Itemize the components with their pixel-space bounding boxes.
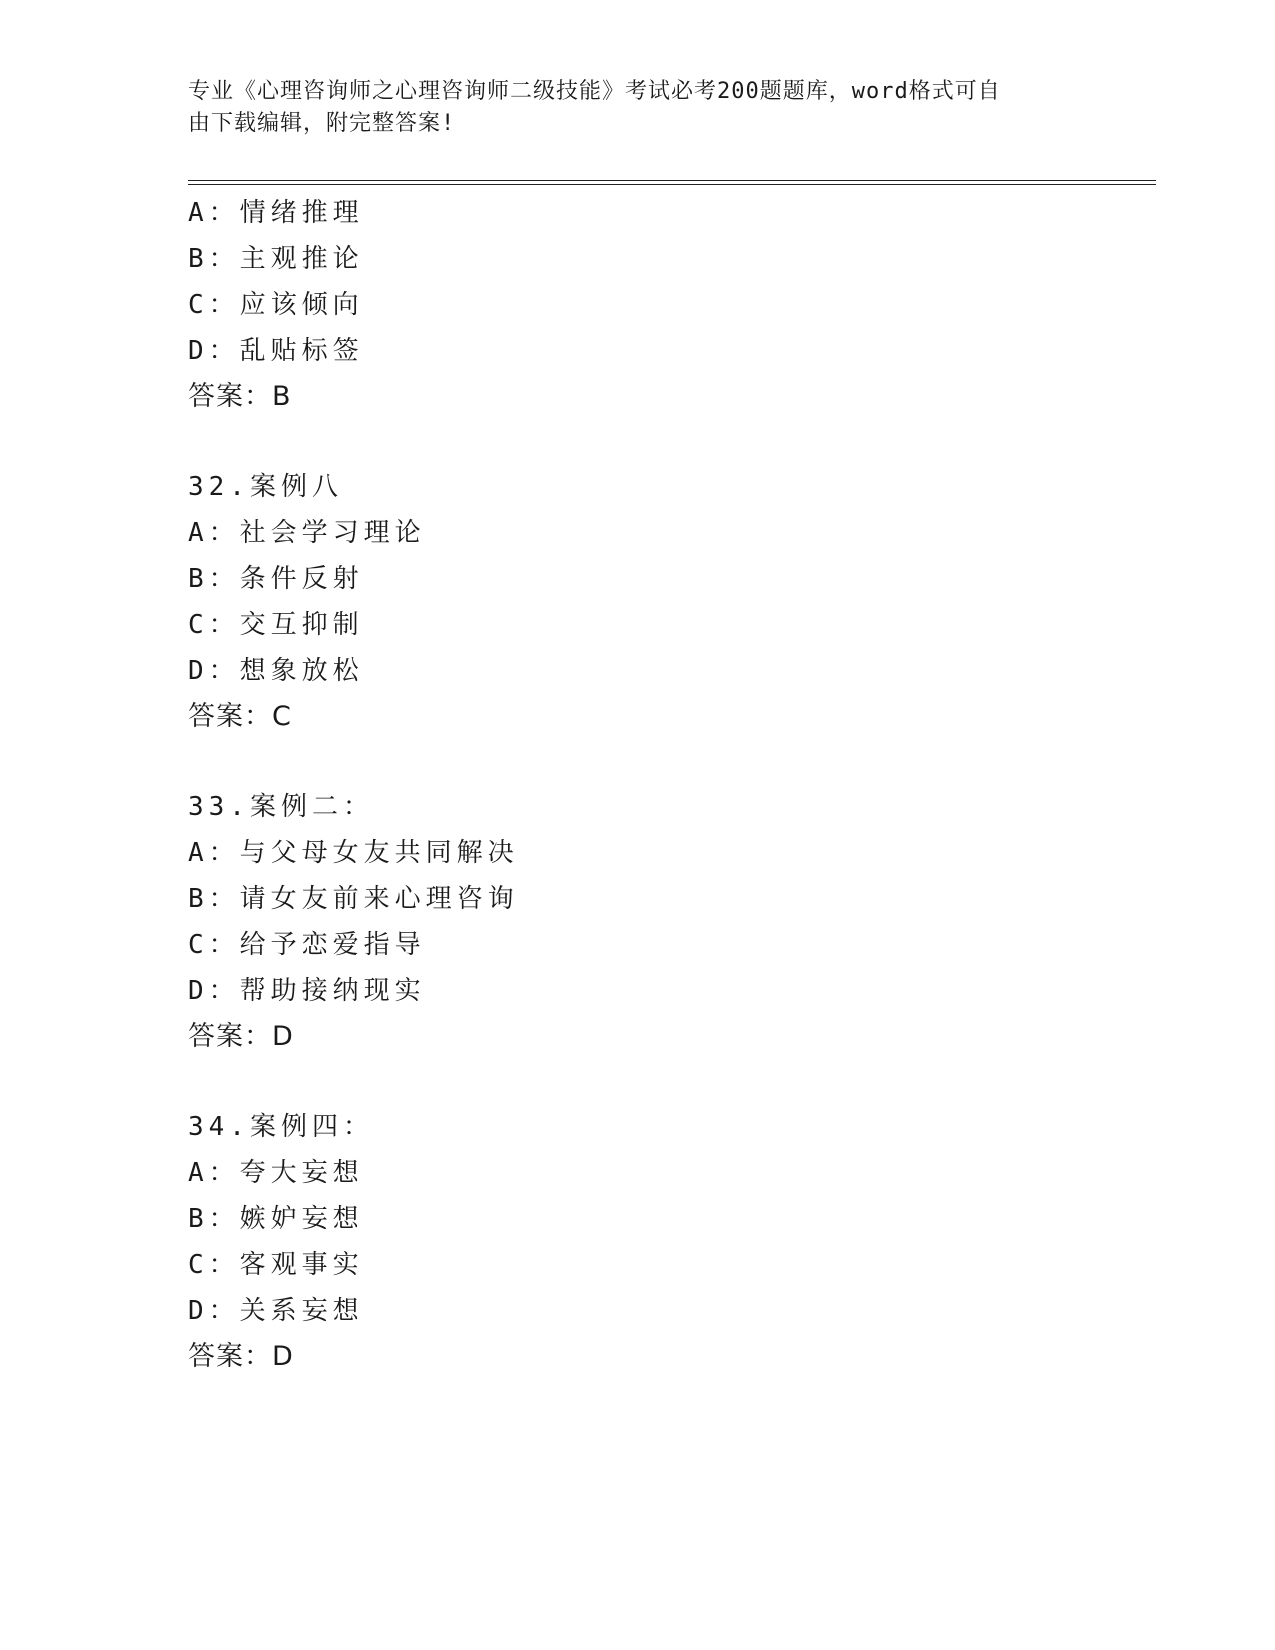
answer-line: 答案：B [188,381,292,412]
option-a: A：与父母女友共同解决 [188,838,519,868]
question-title: 33.案例二： [188,792,374,822]
option-c: C：客观事实 [188,1250,364,1280]
document-header [188,76,1068,140]
header-divider-bottom [188,184,1156,185]
header-line-2: 由下载编辑，附完整答案! [188,111,456,136]
option-b: B：请女友前来心理咨询 [188,884,519,914]
question-block [188,190,1148,420]
question-block [188,784,1148,1060]
option-b: B：条件反射 [188,564,364,594]
answer-line: 答案：D [188,1341,294,1372]
answer-line: 答案：D [188,1021,294,1052]
option-d: D：乱贴标签 [188,336,364,366]
option-a: A：情绪推理 [188,198,364,228]
question-title: 34.案例四： [188,1112,374,1142]
header-divider-top [188,180,1156,181]
option-d: D：关系妄想 [188,1296,364,1326]
option-a: A：夸大妄想 [188,1158,364,1188]
answer-line: 答案：C [188,701,292,732]
question-list [188,190,1148,1380]
question-block [188,1104,1148,1380]
option-a: A：社会学习理论 [188,518,426,548]
option-b: B：嫉妒妄想 [188,1204,364,1234]
option-d: D：帮助接纳现实 [188,976,426,1006]
question-block [188,464,1148,740]
option-c: C：交互抑制 [188,610,364,640]
header-line-1: 专业《心理咨询师之心理咨询师二级技能》考试必考200题题库，word格式可自 [188,79,1001,104]
option-c: C：给予恋爱指导 [188,930,426,960]
option-b: B：主观推论 [188,244,364,274]
option-d: D：想象放松 [188,656,364,686]
option-c: C：应该倾向 [188,290,364,320]
question-title: 32.案例八 [188,472,343,502]
